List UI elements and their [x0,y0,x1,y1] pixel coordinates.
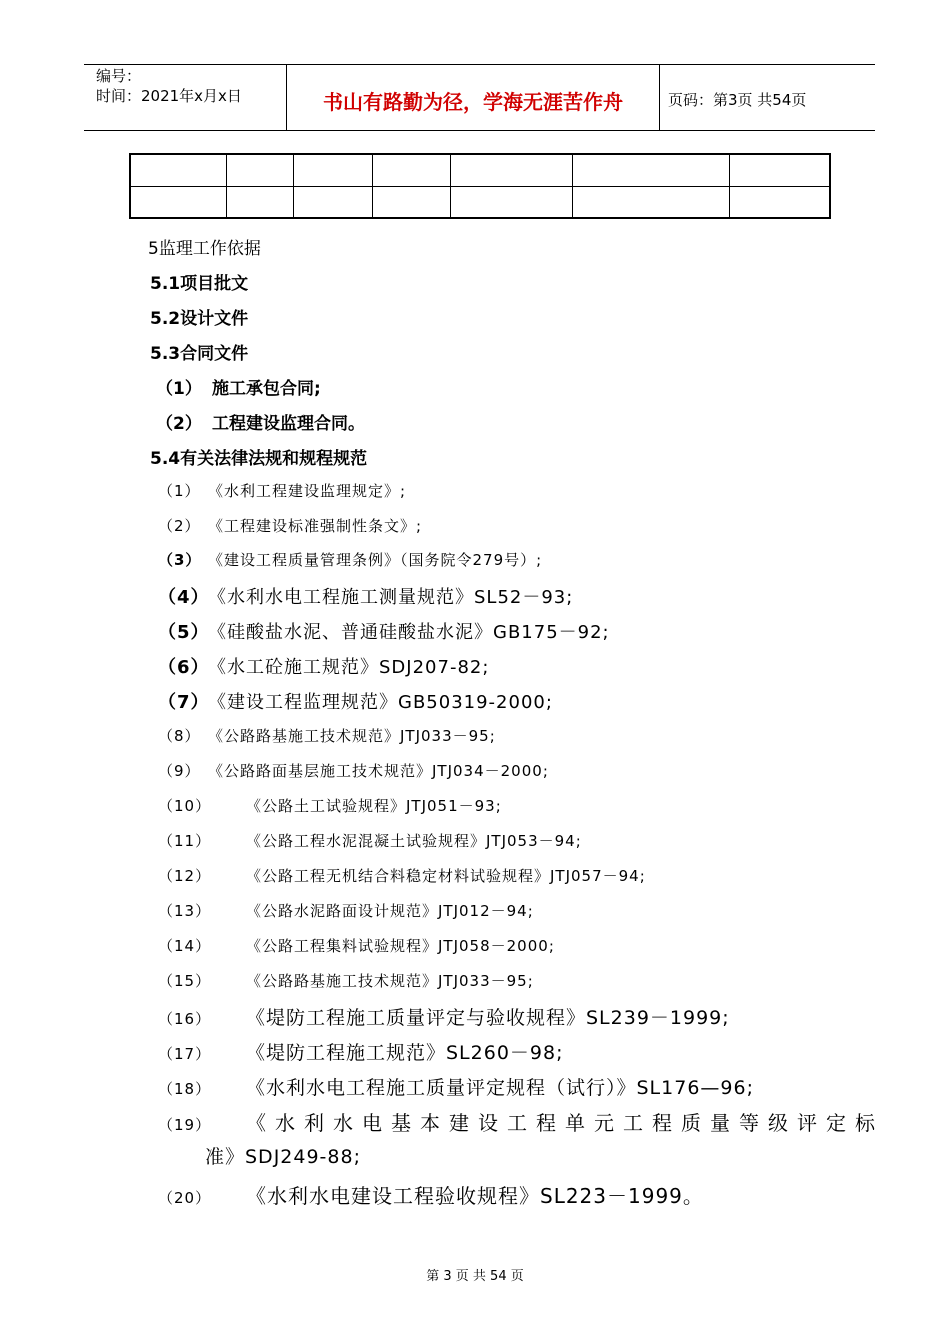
list-item-text: 《水利水电基本建设工程单元工程质量等级评定标 [246,1111,884,1135]
list-item-number: （17） [158,1045,212,1063]
table-cell [372,186,450,218]
table-cell [729,186,830,218]
header-meta [96,66,242,106]
section-5-1-heading: 5.1项目批文 [150,274,249,294]
table-cell [573,154,730,186]
list-item-number: （11） [158,832,212,850]
contract-item-number: （1） [156,379,202,399]
table-row [130,154,830,186]
list-item [158,618,610,644]
section-5-2-heading: 5.2设计文件 [150,309,249,329]
list-item-number: （20） [158,1189,212,1207]
header-motto: 书山有路勤为径，学海无涯苦作舟 [323,90,623,114]
list-item [158,970,534,991]
list-item-number: （1） [158,482,201,500]
list-item-number: （7） [158,692,210,713]
contract-item-text: 施工承包合同; [212,379,321,399]
list-item [158,653,489,679]
list-item-text: 《建设工程监理规范》GB50319-2000; [208,692,553,713]
page-footer: 第 3 页 共 54 页 [426,1269,524,1284]
list-item-number: （16） [158,1010,212,1028]
list-item-number: （8） [158,727,201,745]
list-item [158,1107,884,1136]
list-item [158,583,573,609]
list-item-number: （3） [158,551,202,569]
contract-item-text: 工程建设监理合同。 [212,414,365,434]
list-item-text: 《水利工程建设监理规定》; [208,482,407,500]
list-item [158,1073,754,1100]
table-cell [294,186,373,218]
list-item-number: （4） [158,587,210,608]
header-top-rule [84,64,875,65]
list-item-text: 《公路路基施工技术规范》JTJ033－95; [246,972,534,990]
list-item [158,480,406,501]
table-cell [729,154,830,186]
list-item-text: 《堤防工程施工质量评定与验收规程》SL239－1999; [246,1007,730,1029]
list-item [158,1003,730,1030]
header-date: 时间：2021年x月x日 [96,87,242,105]
list-item-number: （18） [158,1080,212,1098]
list-item-text: 《公路工程水泥混凝土试验规程》JTJ053－94; [246,832,582,850]
list-item-text: 《公路工程无机结合料稳定材料试验规程》JTJ057－94; [246,867,646,885]
list-item-number: （5） [158,622,210,643]
table-cell [130,186,227,218]
list-item-text: 《水利水电工程施工测量规范》SL52－93; [208,587,574,608]
list-item-number: （12） [158,867,212,885]
list-item [158,865,646,886]
list-item [158,830,582,851]
header-page-info: 页码：第3页 共54页 [668,91,807,109]
list-item-number: （2） [158,517,201,535]
list-item [158,900,534,921]
table-cell [450,186,573,218]
list-item-text: 《堤防工程施工规范》SL260－98; [246,1042,564,1064]
list-item-number: （6） [158,657,210,678]
list-item-number: （13） [158,902,212,920]
header-divider-right [659,64,660,131]
list-item-text: 《水利水电工程施工质量评定规程（试行）》SL176—96; [246,1077,754,1099]
section-5-3-heading: 5.3合同文件 [150,344,249,364]
table-cell [227,154,294,186]
list-item [158,549,542,570]
list-item-text: 《工程建设标准强制性条文》; [208,517,423,535]
list-item [158,1038,564,1065]
list-item-text: 《公路工程集料试验规程》JTJ058－2000; [246,937,555,955]
list-item-number: （14） [158,937,212,955]
list-item-text: 《公路路基施工技术规范》JTJ033－95; [208,727,496,745]
list-item-continuation: 准》SDJ249-88; [205,1146,361,1168]
list-item [158,725,496,746]
header-bottom-rule [84,130,875,131]
contract-item-2 [156,409,365,434]
list-item-text: 《水工砼施工规范》SDJ207-82; [208,657,490,678]
list-item-text: 《水利水电建设工程验收规程》SL223－1999。 [246,1184,704,1208]
table-cell [573,186,730,218]
table-cell [227,186,294,218]
list-item-text: 《公路路面基层施工技术规范》JTJ034－2000; [208,762,549,780]
list-item [158,515,422,536]
table-row [130,186,830,218]
list-item-text: 《硅酸盐水泥、普通硅酸盐水泥》GB175－92; [208,622,610,643]
list-item-number: （15） [158,972,212,990]
list-item [158,795,502,816]
table-cell [130,154,227,186]
table-cell [294,154,373,186]
list-item-text: 《建设工程质量管理条例》（国务院令279号）; [208,551,543,569]
list-item-text: 《公路土工试验规程》JTJ051－93; [246,797,502,815]
list-item [158,760,549,781]
list-item [158,935,555,956]
section-5-heading: 5监理工作依据 [148,239,261,259]
list-item-number: （19） [158,1116,212,1134]
list-item-number: （10） [158,797,212,815]
list-item-text: 《公路水泥路面设计规范》JTJ012－94; [246,902,534,920]
header-number-label: 编号： [96,67,142,85]
list-item [158,1180,704,1209]
list-item-number: （9） [158,762,201,780]
contract-item-1 [156,374,321,399]
section-5-4-heading: 5.4有关法律法规和规程规范 [150,449,368,469]
empty-table [129,153,831,219]
contract-item-number: （2） [156,414,202,434]
table-cell [372,154,450,186]
table-cell [450,154,573,186]
list-item [158,688,553,714]
